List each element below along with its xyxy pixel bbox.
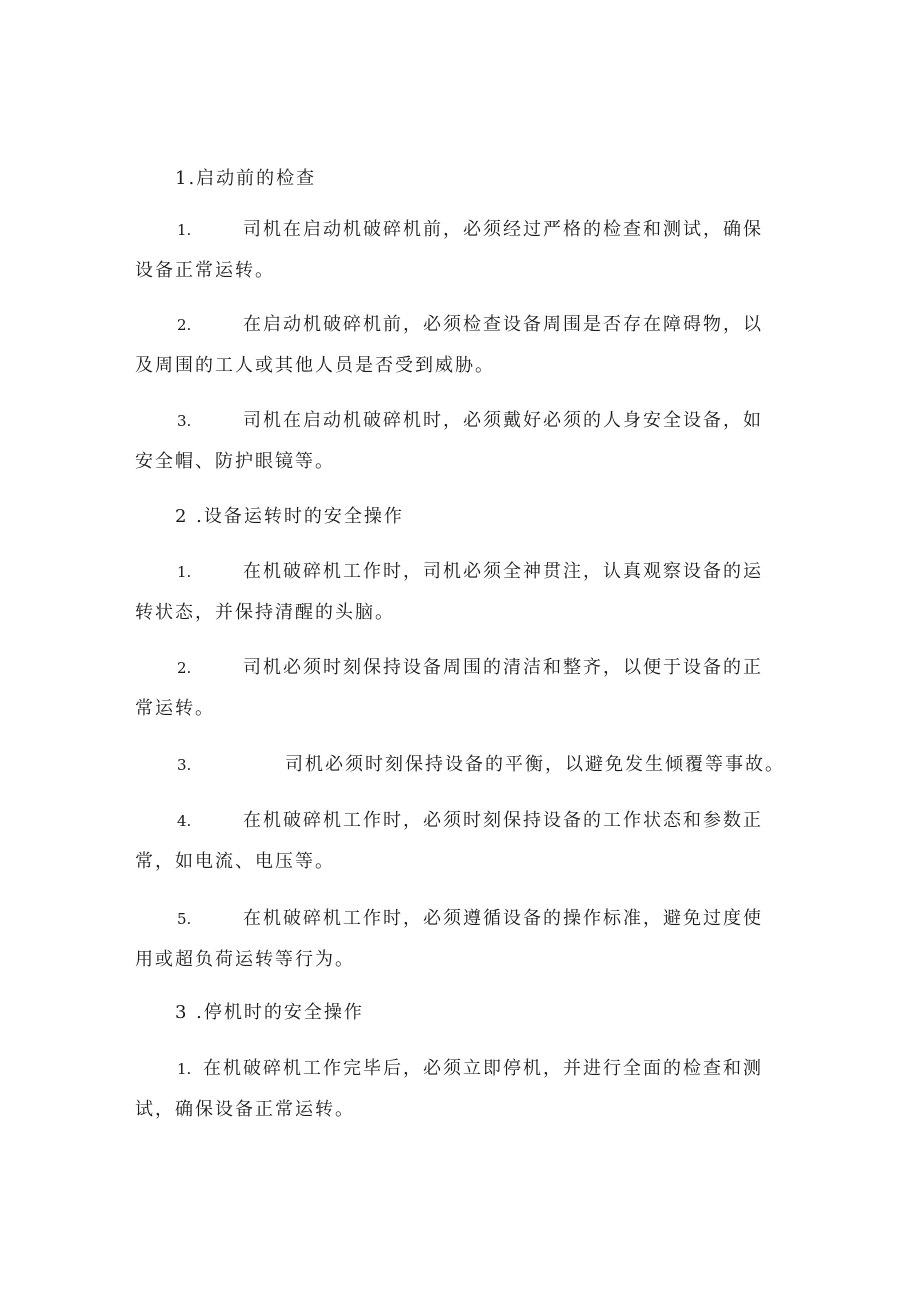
item-text-line1: 在启动机破碎机前，必须检查设备周围是否存在障碍物，以: [243, 314, 763, 335]
item-text-line1: 在机破碎机工作时，必须时刻保持设备的工作状态和参数正: [243, 810, 763, 831]
item-text-line2: 用或超负荷运转等行为。: [135, 949, 355, 970]
item-text-line1: 在机破碎机工作完毕后，必须立即停机，并进行全面的检查和测: [203, 1058, 763, 1079]
item-text-line1: 司机在启动机破碎机时，必须戴好必须的人身安全设备，如: [243, 410, 763, 431]
item-text-line2: 转状态，并保持清醒的头脑。: [135, 602, 395, 623]
item-text-line2: 及周围的工人或其他人员是否受到威胁。: [135, 355, 495, 376]
item-number: 3.: [177, 412, 192, 430]
item-number: 1.: [177, 563, 192, 581]
item-text-line2: 设备正常运转。: [135, 260, 275, 281]
item-text-line1: 司机必须时刻保持设备的平衡，以避免发生倾覆等事故。: [285, 754, 785, 775]
item-text-line1: 在机破碎机工作时，司机必须全神贯注，认真观察设备的运: [243, 561, 763, 582]
item-text-line1: 司机必须时刻保持设备周围的清洁和整齐，以便于设备的正: [243, 657, 763, 678]
item-number: 5.: [177, 910, 192, 928]
item-number: 2.: [177, 316, 192, 334]
item-text-line1: 在机破碎机工作时，必须遵循设备的操作标准，避免过度使: [243, 908, 763, 929]
item-number: 4.: [177, 812, 192, 830]
item-number: 1.: [177, 1060, 192, 1078]
item-text-line2: 安全帽、防护眼镜等。: [135, 451, 335, 472]
item-text-line2: 常运转。: [135, 698, 215, 719]
item-text-line1: 司机在启动机破碎机前，必须经过严格的检查和测试，确保: [243, 219, 763, 240]
item-number: 3.: [177, 756, 192, 774]
item-text-line2: 试，确保设备正常运转。: [135, 1099, 355, 1120]
section-1-heading: 1.启动前的检查: [175, 168, 317, 189]
section-2-heading: 2 .设备运转时的安全操作: [175, 506, 404, 527]
item-number: 2.: [177, 659, 192, 677]
section-3-heading: 3 .停机时的安全操作: [175, 1002, 364, 1023]
item-number: 1.: [177, 221, 192, 239]
item-text-line2: 常，如电流、电压等。: [135, 851, 335, 872]
